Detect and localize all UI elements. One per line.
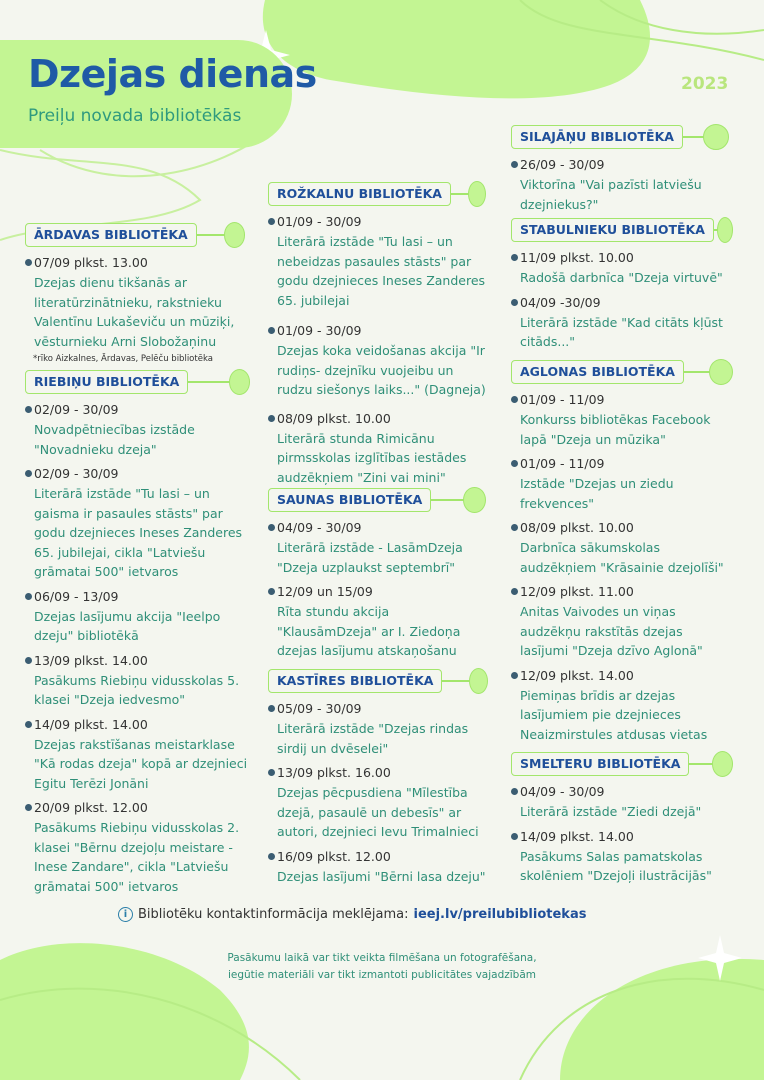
- library-saunas: [268, 487, 486, 661]
- event-text: Pasākums Riebiņu vidusskolas 5. klasei "Dzeja iedvesmo": [34, 672, 240, 707]
- header-dot: [703, 124, 729, 150]
- event-text: Novadpētniecības izstāde "Novadnieku dzeja": [34, 422, 195, 457]
- event-date: 13/09 plkst. 16.00: [268, 764, 488, 781]
- event-text: Radošā darbnīca "Dzeja virtuvē": [520, 270, 723, 285]
- event: [511, 249, 733, 288]
- event: [25, 716, 250, 794]
- library-riebinu: [25, 369, 250, 896]
- library-silajanu: [511, 124, 733, 214]
- event-text: Literārā izstāde "Dzejas rindas sirdij un dvēselei": [277, 721, 469, 756]
- library-name: STABULNIEKU BIBLIOTĒKA: [511, 218, 714, 242]
- event-text: Rīta stundu akcija "KlausāmDzeja" ar I. Ziedoņa dzejas lasījumu atskaņošanu: [277, 604, 461, 658]
- event-date: 12/09 plkst. 14.00: [511, 667, 733, 684]
- event-date: 02/09 - 30/09: [25, 401, 250, 418]
- event-text: Dzejas lasījumu akcija "Ieelpo dzeju" bibliotēkā: [34, 608, 221, 643]
- event-date: 14/09 plkst. 14.00: [511, 828, 733, 845]
- event-text: Dzejas lasījumi "Bērni lasa dzeju": [277, 868, 486, 884]
- library-name: SAUNAS BIBLIOTĒKA: [268, 488, 431, 512]
- library-note: *rīko Aizkalnes, Ārdavas, Pelēču bibliotēka: [33, 354, 213, 364]
- header-dot: [469, 668, 488, 694]
- event: [511, 156, 733, 214]
- event-date: 06/09 - 13/09: [25, 588, 250, 605]
- header-dot: [717, 217, 733, 243]
- contact-text: Bibliotēku kontaktinformācija meklējama:: [138, 907, 409, 922]
- event-text: Dzejas pēcpusdiena "Mīlestība dzejā, pasaulē un debesīs" ar autori, dzejnieci Ievu Trimalnieci: [277, 785, 479, 839]
- event: [268, 848, 488, 887]
- event-date: 20/09 plkst. 12.00: [25, 799, 250, 816]
- event-text: Dzejas koka veidošanas akcija "Ir rudiņs- dzejnīku vuojeibu un rudzu siešonys laiks..." (Dagneja): [277, 343, 486, 397]
- event: [25, 588, 250, 646]
- library-aglonas: [511, 359, 733, 744]
- library-name: RIEBIŅU BIBLIOTĒKA: [25, 370, 188, 394]
- event: [25, 465, 250, 582]
- event-date: 04/09 -30/09: [511, 294, 733, 311]
- event: [511, 583, 733, 661]
- library-name: SMELTERU BIBLIOTĒKA: [511, 752, 689, 776]
- event: [25, 254, 245, 351]
- header-dot: [712, 751, 733, 777]
- event-date: 01/09 - 11/09: [511, 455, 733, 472]
- event-text: Literārā izstāde "Kad citāts kļūst citāds...": [520, 314, 723, 349]
- event-date: 01/09 - 30/09: [268, 213, 486, 230]
- event: [268, 700, 488, 758]
- library-name: ROŽKALNU BIBLIOTĒKA: [268, 182, 451, 206]
- event-date: 12/09 un 15/09: [268, 583, 486, 600]
- footer-line-2: iegūtie materiāli var tikt izmantoti publicitātes vajadzībām: [227, 969, 536, 981]
- event-date: 04/09 - 30/09: [268, 519, 486, 536]
- event: [268, 583, 486, 661]
- event-date: 14/09 plkst. 14.00: [25, 716, 250, 733]
- event-text: Literārā izstāde "Tu lasi – un nebeidzas pasaules stāsts" par godu dzejnieces Ineses Zanderes 65. jubilejai: [277, 234, 486, 308]
- event-date: 01/09 - 11/09: [511, 391, 733, 408]
- event: [25, 799, 250, 896]
- event: [511, 294, 733, 352]
- event-date: 13/09 plkst. 14.00: [25, 652, 250, 669]
- event-date: 05/09 - 30/09: [268, 700, 488, 717]
- event-date: 01/09 - 30/09: [268, 322, 486, 339]
- event-text: Literārā izstāde - LasāmDzeja "Dzeja uzplaukst septembrī": [277, 540, 463, 575]
- header-dot: [224, 222, 245, 248]
- header-dot: [468, 181, 486, 207]
- event: [511, 828, 733, 886]
- event-text: Pasākums Riebiņu vidusskolas 2. klasei "Bērnu dzejoļu meistare - Inese Zandare", cikla "Latviešu grāmatai 500" ietvaros: [34, 820, 240, 894]
- year-label: 2023: [681, 74, 729, 94]
- library-name: ĀRDAVAS BIBLIOTĒKA: [25, 223, 197, 247]
- event: [268, 213, 486, 310]
- event-date: 04/09 - 30/09: [511, 783, 733, 800]
- event-date: 08/09 plkst. 10.00: [268, 410, 486, 427]
- library-kastires: [268, 668, 488, 886]
- event-date: 12/09 plkst. 11.00: [511, 583, 733, 600]
- event-text: Dzejas rakstīšanas meistarklase "Kā rodas dzeja" kopā ar dzejnieci Egitu Terēzi Jonāni: [34, 736, 248, 791]
- event-date: 07/09 plkst. 13.00: [25, 254, 245, 271]
- event-date: 16/09 plkst. 12.00: [268, 848, 488, 865]
- event: [511, 783, 733, 822]
- library-name: SILAJĀŅU BIBLIOTĒKA: [511, 125, 683, 149]
- event: [511, 391, 733, 449]
- event-date: 02/09 - 30/09: [25, 465, 250, 482]
- header-dot: [709, 359, 733, 385]
- contact-info: [118, 907, 586, 922]
- event: [25, 401, 250, 459]
- page-subtitle: Preiļu novada bibliotēkās: [28, 106, 242, 126]
- event-text: Izstāde "Dzejas un ziedu frekvences": [520, 476, 674, 511]
- event: [511, 455, 733, 513]
- library-rozkalnu: [268, 181, 486, 487]
- library-smelteru: [511, 751, 733, 886]
- event-text: Anitas Vaivodes un viņas audzēkņu rakstītās dzejas lasījumi "Dzeja dzīvo Aglonā": [520, 604, 703, 658]
- event-text: Viktorīna "Vai pazīsti latviešu dzejniekus?": [520, 177, 702, 212]
- info-icon: i: [118, 907, 133, 922]
- event-text: Piemiņas brīdis ar dzejas lasījumiem pie dzejnieces Neaizmirstules atdusas vietas: [520, 687, 708, 742]
- event-text: Darbnīca sākumskolas audzēkņiem "Krāsainie dzejolīši": [520, 540, 724, 575]
- event: [268, 410, 486, 488]
- event-text: Literārā stunda Rimicānu pirmsskolas izglītības iestādes audzēkņiem "Zini vai mini": [277, 430, 467, 485]
- event: [511, 667, 733, 745]
- contact-link[interactable]: ieej.lv/preilubibliotekas: [413, 907, 587, 922]
- event-text: Literārā izstāde "Tu lasi – un gaisma ir pasaules stāsts" par godu dzejnieces Ineses Zanderes 65. jubilejai, cikla "Latviešu grāmatai 500" ietvaros: [34, 486, 243, 579]
- event: [268, 764, 488, 842]
- event-date: 26/09 - 30/09: [511, 156, 733, 173]
- event: [268, 322, 486, 400]
- event-text: Literārā izstāde "Ziedi dzejā": [520, 804, 702, 819]
- event: [268, 519, 486, 577]
- library-name: KASTĪRES BIBLIOTĒKA: [268, 669, 442, 693]
- library-ardavas: [25, 222, 245, 364]
- event-text: Pasākums Salas pamatskolas skolēniem "Dzejoļi ilustrācijās": [520, 848, 712, 883]
- page-title: Dzejas dienas: [28, 52, 317, 96]
- footer-disclaimer: [0, 950, 764, 984]
- event-text: Dzejas dienu tikšanās ar literatūrzinātnieku, rakstnieku Valentīnu Lukaševiču un mūziķi, vēsturnieku Arni Slobožaņinu: [34, 275, 235, 349]
- footer-line-1: Pasākumu laikā var tikt veikta filmēšana un fotografēšana,: [227, 952, 537, 964]
- event-date: 08/09 plkst. 10.00: [511, 519, 733, 536]
- header-dot: [463, 487, 486, 513]
- library-name: AGLONAS BIBLIOTĒKA: [511, 360, 684, 384]
- header-dot: [229, 369, 250, 395]
- library-stabulnieku: [511, 217, 733, 352]
- event-text: Konkurss bibliotēkas Facebook lapā "Dzeja un mūzika": [520, 412, 711, 447]
- event-date: 11/09 plkst. 10.00: [511, 249, 733, 266]
- top-right-blob: [263, 0, 650, 98]
- event: [511, 519, 733, 577]
- event: [25, 652, 250, 710]
